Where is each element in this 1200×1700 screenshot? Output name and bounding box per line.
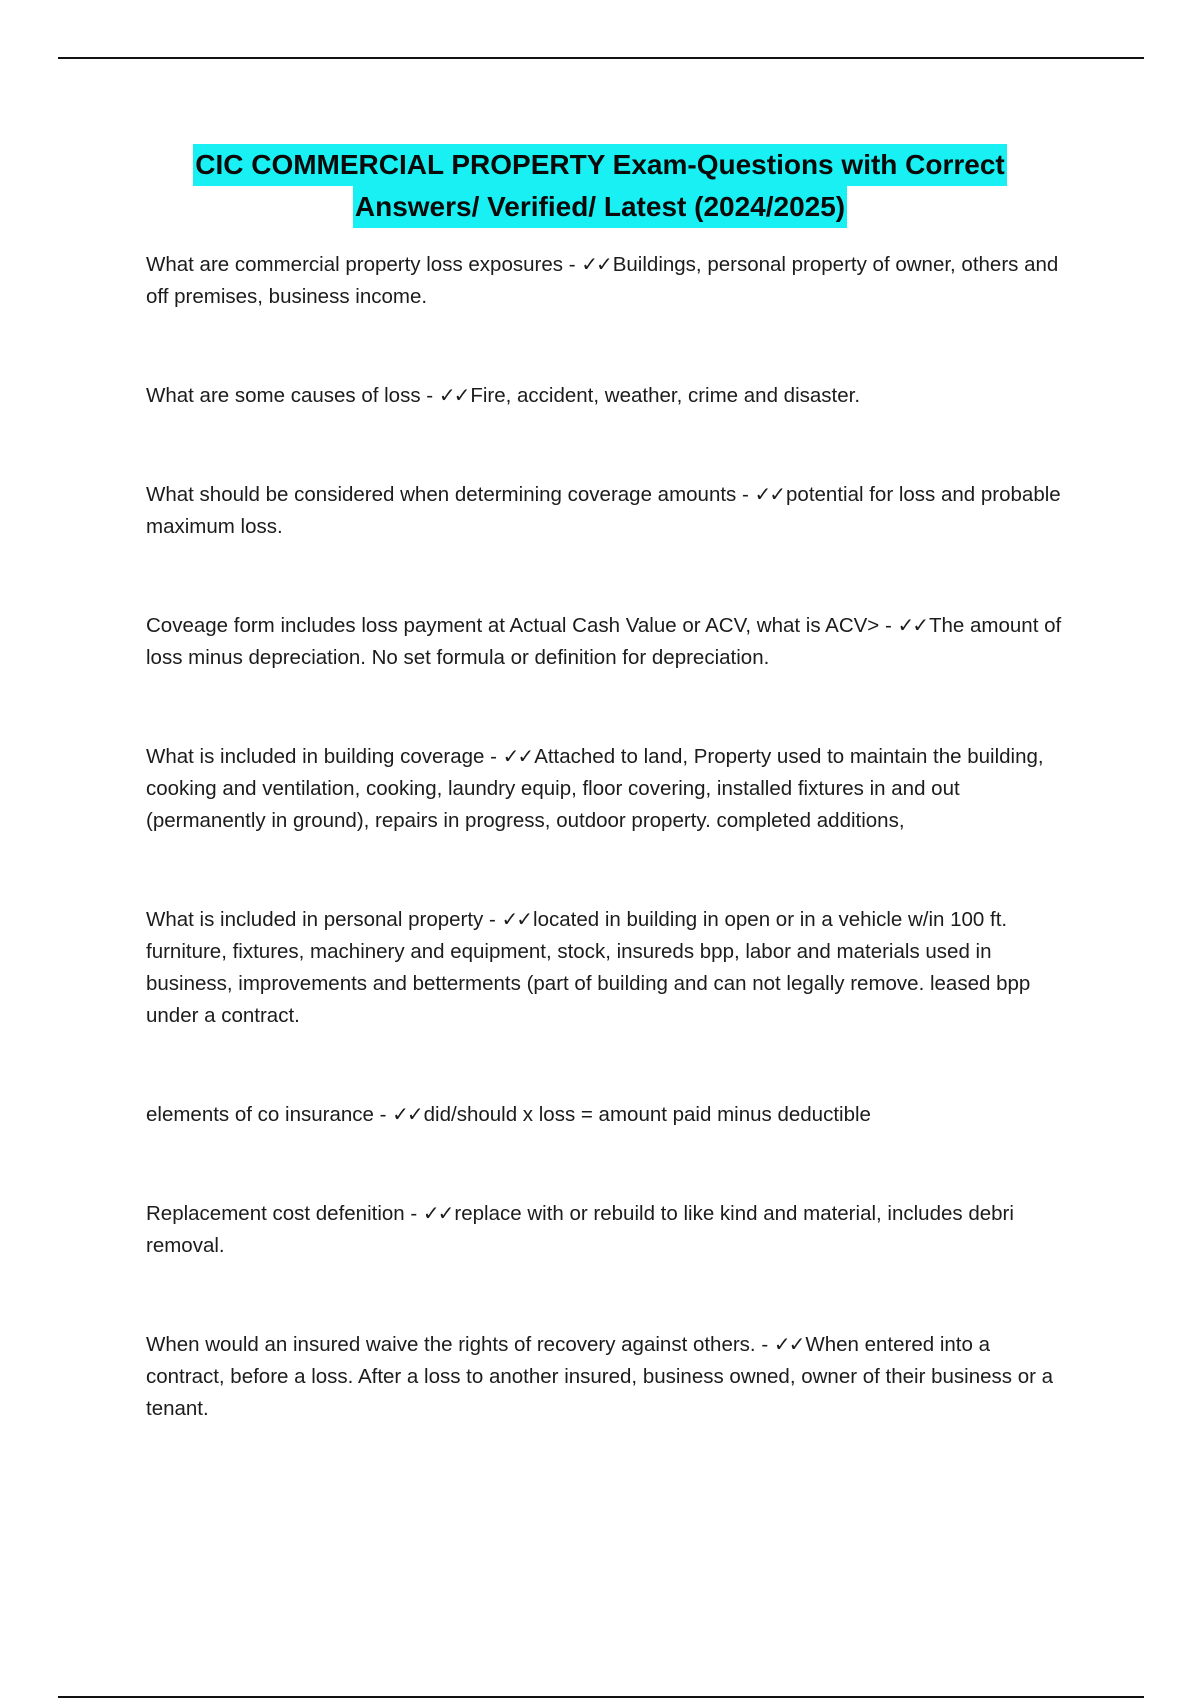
document-title bbox=[0, 144, 1200, 228]
separator: - bbox=[420, 384, 439, 407]
question-text: What are commercial property loss exposures bbox=[146, 253, 563, 276]
answer-text: Buildings, personal property of owner, others and off premises, business income. bbox=[146, 253, 1059, 308]
double-check-icon: ✓✓ bbox=[438, 383, 469, 407]
separator: - bbox=[373, 1103, 393, 1126]
question-text: elements of co insurance bbox=[146, 1103, 374, 1126]
double-check-icon: ✓✓ bbox=[581, 252, 611, 276]
double-check-icon: ✓✓ bbox=[773, 1332, 804, 1356]
double-check-icon: ✓✓ bbox=[392, 1102, 422, 1126]
separator: - bbox=[484, 745, 503, 768]
double-check-icon: ✓✓ bbox=[502, 744, 533, 768]
top-rule bbox=[58, 57, 1144, 59]
title-line-1: CIC COMMERCIAL PROPERTY Exam-Questions with Correct bbox=[193, 144, 1007, 186]
separator: - bbox=[404, 1202, 423, 1225]
answer-text: potential for loss and probable maximum loss. bbox=[146, 483, 1061, 538]
separator: - bbox=[563, 253, 582, 276]
answer-text: When entered into a contract, before a loss. After a loss to another insured, business owned, owner of their business or a tenant. bbox=[146, 1333, 1054, 1420]
qa-list bbox=[146, 248, 1066, 1491]
qa-item bbox=[146, 248, 1066, 313]
qa-item bbox=[146, 1098, 1066, 1131]
qa-item bbox=[146, 1197, 1066, 1262]
qa-item bbox=[146, 478, 1066, 543]
bottom-rule bbox=[58, 1696, 1144, 1698]
double-check-icon: ✓✓ bbox=[501, 907, 532, 931]
question-text: What should be considered when determining coverage amounts bbox=[146, 483, 737, 506]
question-text: When would an insured waive the rights of recovery against others. bbox=[146, 1333, 756, 1356]
answer-text: Attached to land, Property used to maintain the building, cooking and ventilation, cooking, laundry equip, floor covering, installed fixtures in and out (permanently in ground), repairs in progress, outdoor property. completed additions, bbox=[146, 745, 1044, 832]
separator: - bbox=[483, 908, 502, 931]
qa-item bbox=[146, 379, 1066, 412]
answer-text: Fire, accident, weather, crime and disaster. bbox=[470, 384, 861, 407]
separator: - bbox=[879, 614, 898, 637]
question-text: What is included in building coverage bbox=[146, 745, 485, 768]
question-text: What is included in personal property bbox=[146, 908, 484, 931]
qa-item bbox=[146, 903, 1066, 1032]
separator: - bbox=[755, 1333, 774, 1356]
qa-item bbox=[146, 609, 1066, 674]
double-check-icon: ✓✓ bbox=[897, 613, 927, 637]
separator: - bbox=[736, 483, 755, 506]
qa-item bbox=[146, 1328, 1066, 1425]
question-text: Coveage form includes loss payment at Actual Cash Value or ACV, what is ACV> bbox=[146, 614, 880, 637]
answer-text: The amount of loss minus depreciation. No set formula or definition for depreciation. bbox=[146, 614, 1062, 669]
answer-text: did/should x loss = amount paid minus deductible bbox=[423, 1103, 871, 1126]
question-text: What are some causes of loss bbox=[146, 384, 421, 407]
title-line-2: Answers/ Verified/ Latest (2024/2025) bbox=[353, 186, 847, 228]
answer-text: replace with or rebuild to like kind and material, includes debri removal. bbox=[146, 1202, 1014, 1257]
double-check-icon: ✓✓ bbox=[422, 1201, 453, 1225]
qa-item bbox=[146, 740, 1066, 837]
answer-text: located in building in open or in a vehicle w/in 100 ft. furniture, fixtures, machinery and equipment, stock, insureds bpp, labor and materials used in business, improvements and betterments (part of building and can not legally remove. leased bpp under a contract. bbox=[146, 908, 1031, 1027]
double-check-icon: ✓✓ bbox=[754, 482, 785, 506]
question-text: Replacement cost defenition bbox=[146, 1202, 405, 1225]
